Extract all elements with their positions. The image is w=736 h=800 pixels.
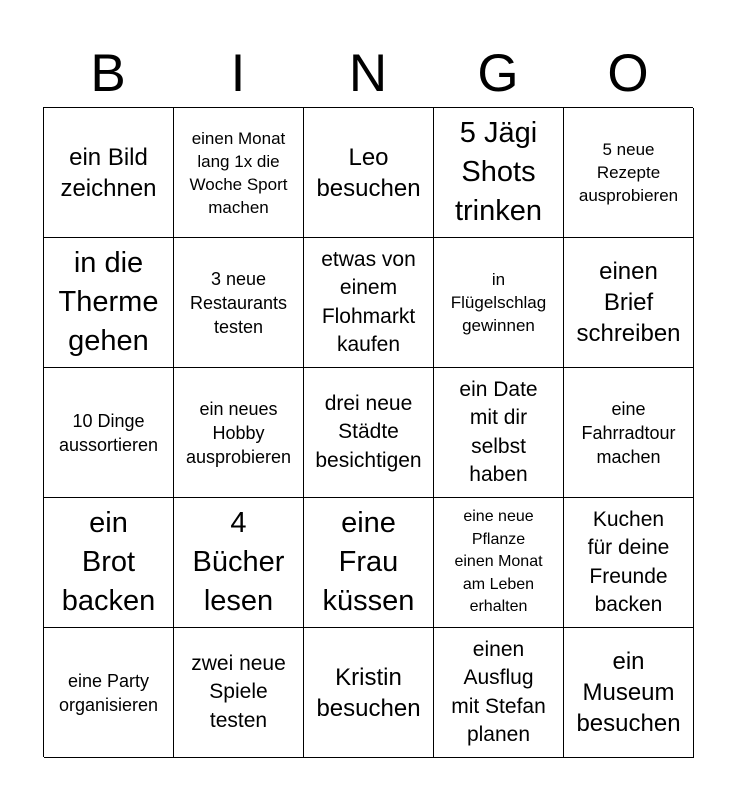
cell-text: 10 Dinge aussortieren [58,410,159,455]
bingo-cell[interactable] [564,628,694,758]
cell-text: ein Museum besuchen [576,648,681,737]
cell-text: eine Party organisieren [58,670,159,715]
cell-text: einen Monat lang 1x die Woche Sport machen [189,128,288,217]
bingo-cell[interactable] [434,368,564,498]
bingo-cell[interactable] [434,628,564,758]
bingo-cell[interactable] [304,108,434,238]
bingo-cell[interactable] [304,498,434,628]
cell-text: eine Frau küssen [322,507,415,617]
bingo-cell[interactable] [434,108,564,238]
bingo-cell[interactable] [174,108,304,238]
bingo-cell[interactable] [564,238,694,368]
bingo-cell[interactable] [564,108,694,238]
cell-text: Kristin besuchen [316,663,421,722]
bingo-card-grid [43,107,693,757]
bingo-cell[interactable] [44,628,174,758]
bingo-cell[interactable] [564,368,694,498]
bingo-cell[interactable] [304,368,434,498]
cell-text: drei neue Städte besichtigen [315,391,422,472]
bingo-cell[interactable] [174,628,304,758]
cell-text: Leo besuchen [316,143,421,202]
cell-text: 4 Bücher lesen [192,507,285,617]
cell-text: ein Date mit dir selbst haben [459,377,538,486]
bingo-cell[interactable] [44,368,174,498]
bingo-cell[interactable] [304,238,434,368]
bingo-cell[interactable] [564,498,694,628]
cell-text: 5 neue Rezepte ausprobieren [578,140,679,205]
bingo-cell[interactable] [44,498,174,628]
cell-text: eine neue Pflanze einen Monat am Leben erhalten [454,508,543,616]
cell-text: ein Bild zeichnen [60,143,157,202]
cell-text: ein Brot backen [61,507,156,617]
cell-text: in Flügelschlag gewinnen [450,270,547,335]
header-letter-i: I [230,44,246,103]
cell-text: etwas von einem Flohmarkt kaufen [321,247,416,356]
header-letter-o: O [607,44,649,103]
cell-text: 5 Jägi Shots trinken [454,117,543,227]
bingo-cell[interactable] [174,498,304,628]
bingo-cell[interactable] [304,628,434,758]
cell-text: Kuchen für deine Freunde backen [587,507,670,616]
cell-text: zwei neue Spiele testen [191,651,286,732]
bingo-cell[interactable] [434,238,564,368]
bingo-header [43,42,693,106]
bingo-cell[interactable] [174,238,304,368]
header-letter-n: N [348,44,388,103]
cell-text: 3 neue Restaurants testen [189,268,288,337]
bingo-cell[interactable] [434,498,564,628]
cell-text: einen Ausflug mit Stefan planen [451,637,546,746]
bingo-cell[interactable] [44,108,174,238]
cell-text: in die Therme gehen [58,247,159,357]
cell-text: eine Fahrradtour machen [581,398,676,467]
bingo-cell[interactable] [44,238,174,368]
bingo-cell[interactable] [174,368,304,498]
cell-text: ein neues Hobby ausprobieren [185,398,292,467]
cell-text: einen Brief schreiben [576,258,681,347]
header-letter-b: B [90,44,126,103]
header-letter-g: G [477,44,519,103]
